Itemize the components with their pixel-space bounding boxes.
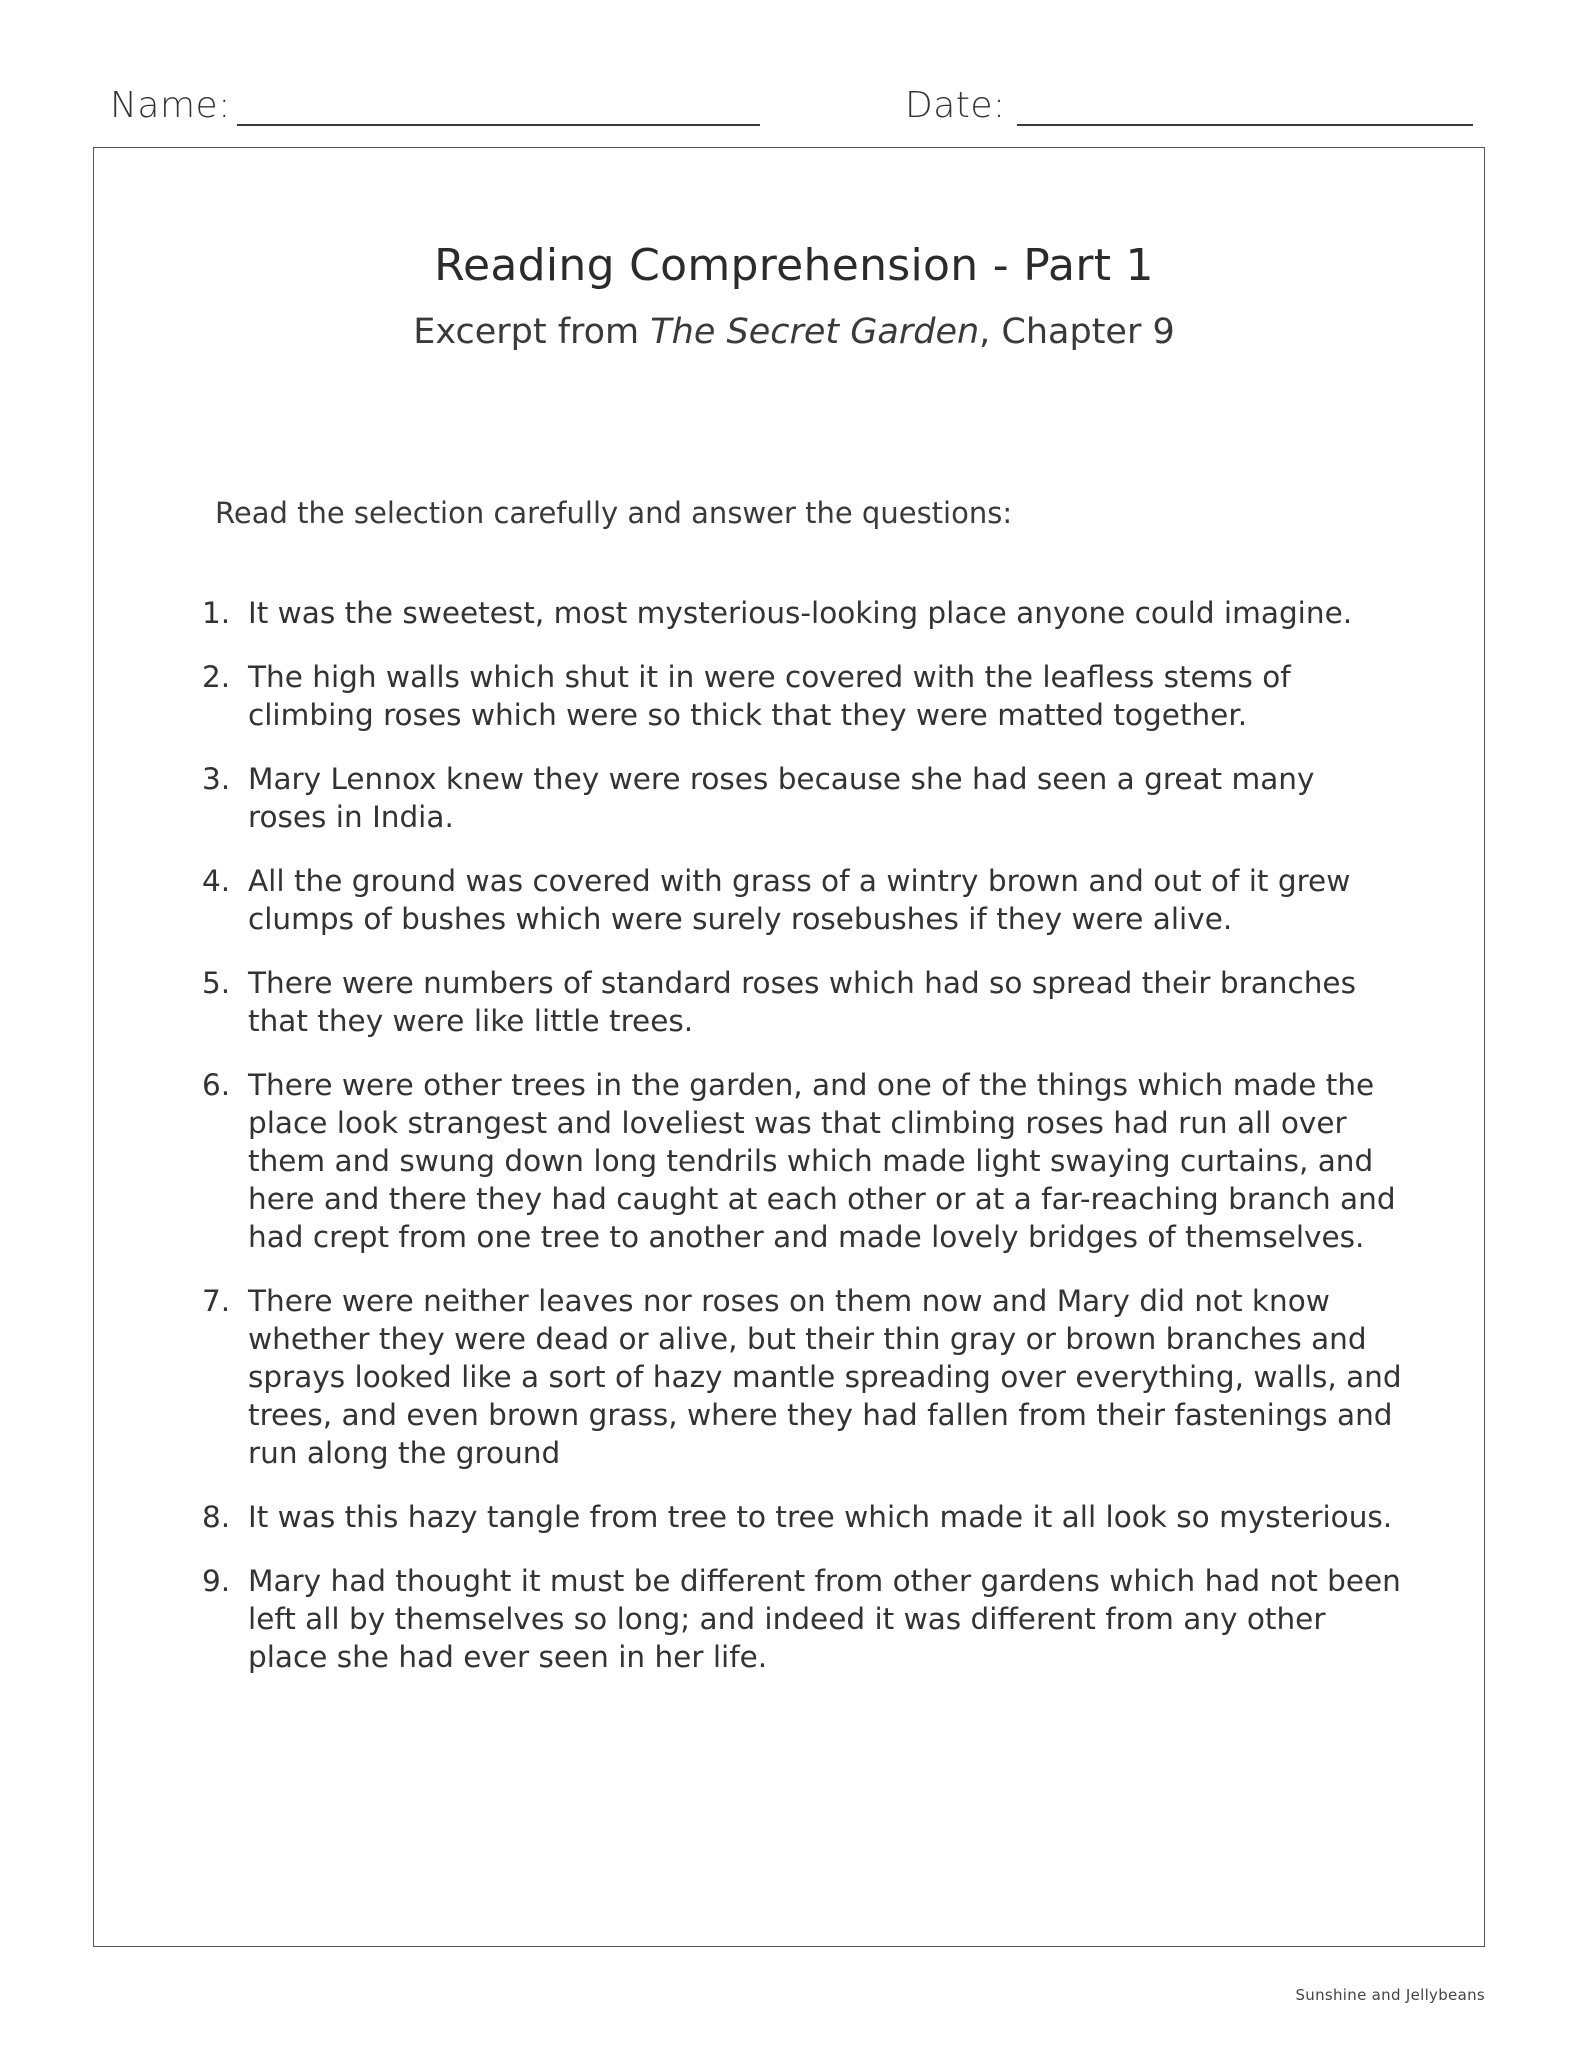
page-subtitle (0, 312, 1588, 352)
passage-list (202, 594, 1402, 1702)
passage-item (202, 1282, 1402, 1472)
page-title: Reading Comprehension - Part 1 (434, 240, 1154, 291)
subtitle-suffix: , Chapter 9 (979, 312, 1175, 352)
item-text: There were numbers of standard roses which had so spread their branches that they were like little trees. (248, 966, 1356, 1038)
instructions: Read the selection carefully and answer the questions: (215, 496, 1013, 530)
item-number: 3. (202, 762, 231, 796)
header-row (110, 84, 1480, 134)
passage-item (202, 594, 1402, 632)
item-text: All the ground was covered with grass of a wintry brown and out of it grew clumps of bushes which were surely rosebushes if they were alive. (248, 864, 1351, 936)
item-number: 6. (202, 1068, 231, 1102)
item-text: It was this hazy tangle from tree to tree which made it all look so mysterious. (248, 1500, 1393, 1534)
item-number: 9. (202, 1564, 231, 1598)
item-number: 1. (202, 596, 231, 630)
item-number: 4. (202, 864, 231, 898)
item-number: 5. (202, 966, 231, 1000)
name-label: Name: (110, 85, 231, 126)
item-number: 2. (202, 660, 231, 694)
item-text: The high walls which shut it in were covered with the leafless stems of climbing roses which were so thick that they were matted together. (248, 660, 1291, 732)
passage-item (202, 760, 1402, 836)
book-title: The Secret Garden (650, 312, 980, 352)
item-text: There were other trees in the garden, and one of the things which made the place look strangest and loveliest was that climbing roses had run all over them and swung down long tendrils which made light swaying curtains, and here and there they had caught at each other or at a far-reaching branch and had crept from one tree to another and made lovely bridges of themselves. (248, 1068, 1396, 1254)
passage-item (202, 1498, 1402, 1536)
item-text: Mary had thought it must be different from other gardens which had not been left all by themselves so long; and indeed it was different from any other place she had ever seen in her life. (248, 1564, 1401, 1674)
passage-item (202, 862, 1402, 938)
subtitle-prefix: Excerpt from (413, 312, 651, 352)
item-number: 7. (202, 1284, 231, 1318)
footer-credit: Sunshine and Jellybeans (1295, 1986, 1485, 2004)
passage-item (202, 964, 1402, 1040)
item-text: There were neither leaves nor roses on them now and Mary did not know whether they were dead or alive, but their thin gray or brown branches and sprays looked like a sort of hazy mantle spreading over everything, walls, and trees, and even brown grass, where they had fallen from their fastenings and run along the ground (248, 1284, 1402, 1470)
passage-item (202, 1066, 1402, 1256)
item-text: It was the sweetest, most mysterious-looking place anyone could imagine. (248, 596, 1353, 630)
date-label: Date: (905, 85, 1006, 126)
item-number: 8. (202, 1500, 231, 1534)
name-field[interactable] (237, 124, 760, 126)
date-field[interactable] (1017, 124, 1473, 126)
passage-item (202, 1562, 1402, 1676)
passage-item (202, 658, 1402, 734)
item-text: Mary Lennox knew they were roses because she had seen a great many roses in India. (248, 762, 1315, 834)
